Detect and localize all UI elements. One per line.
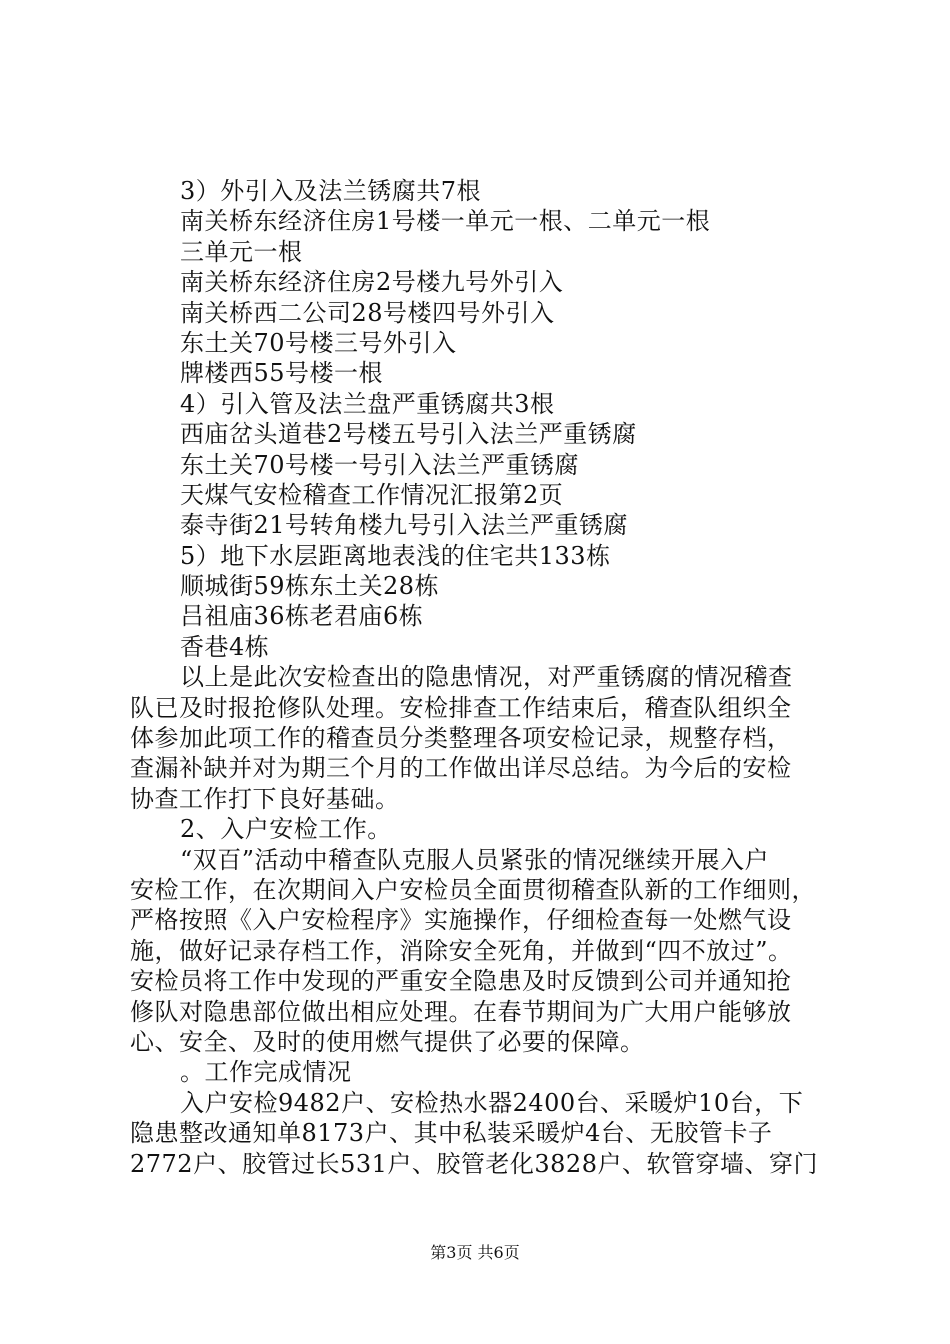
paragraph-first-line: 以上是此次安检查出的隐患情况，对严重锈腐的情况稽查 [180, 663, 793, 692]
text-line: 严格按照《入户安检程序》实施操作，仔细检查每一处燃气设 [130, 906, 792, 935]
paragraph-first-line: “双百”活动中稽查队克服人员紧张的情况继续开展入户 [180, 845, 770, 874]
text-line: 安检工作，在次期间入户安检员全面贯彻稽查队新的工作细则， [130, 875, 816, 904]
text-line: 2772户、胶管过长531户、胶管老化3828户、软管穿墙、穿门 [130, 1149, 818, 1178]
text-line: 4）引入管及法兰盘严重锈腐共3根 [180, 389, 555, 418]
text-line: 5）地下水层距离地表浅的住宅共133栋 [180, 541, 611, 570]
text-line: 南关桥东经济住房1号楼一单元一根、二单元一根 [180, 207, 711, 236]
text-line: 南关桥西二公司28号楼四号外引入 [180, 298, 555, 327]
section-heading: 。工作完成情况 [180, 1058, 352, 1087]
text-line: 队已及时报抢修队处理。安检排查工作结束后，稽查队组织全 [130, 693, 792, 722]
text-line: 吕祖庙36栋老君庙6栋 [180, 602, 424, 631]
text-line: 修队对隐患部位做出相应处理。在春节期间为广大用户能够放 [130, 997, 792, 1026]
text-line: 3）外引入及法兰锈腐共7根 [180, 177, 482, 205]
text-line: 体参加此项工作的稽查员分类整理各项安检记录，规整存档， [130, 724, 792, 753]
text-line: 天煤气安检稽查工作情况汇报第2页 [180, 480, 564, 509]
text-line: 牌楼西55号楼一根 [180, 359, 384, 388]
text-line: 协查工作打下良好基础。 [130, 784, 400, 813]
text-line: 南关桥东经济住房2号楼九号外引入 [180, 268, 564, 297]
text-line: 隐患整改通知单8173户、其中私装采暖炉4台、无胶管卡子 [130, 1119, 773, 1148]
page-number-footer: 第3页 共6页 [430, 1243, 520, 1262]
text-line: 顺城街59栋东土关28栋 [180, 572, 440, 601]
text-line: 香巷4栋 [180, 632, 270, 661]
text-line: 泰寺街21号转角楼九号引入法兰严重锈腐 [180, 511, 629, 540]
section-heading: 2、入户安检工作。 [180, 815, 392, 844]
text-line: 施，做好记录存档工作，消除安全死角，并做到“四不放过”。 [130, 936, 793, 965]
text-line: 三单元一根 [180, 237, 303, 266]
text-line: 东土关70号楼三号外引入 [180, 328, 457, 357]
text-line: 安检员将工作中发现的严重安全隐患及时反馈到公司并通知抢 [130, 967, 792, 996]
text-line: 西庙岔头道巷2号楼五号引入法兰严重锈腐 [180, 420, 637, 449]
text-line: 东土关70号楼一号引入法兰严重锈腐 [180, 450, 580, 479]
paragraph-first-line: 入户安检9482户、安检热水器2400台、采暖炉10台，下 [180, 1088, 804, 1117]
text-line: 查漏补缺并对为期三个月的工作做出详尽总结。为今后的安检 [130, 754, 792, 783]
text-line: 心、安全、及时的使用燃气提供了必要的保障。 [130, 1027, 645, 1056]
document-body [130, 176, 830, 1179]
